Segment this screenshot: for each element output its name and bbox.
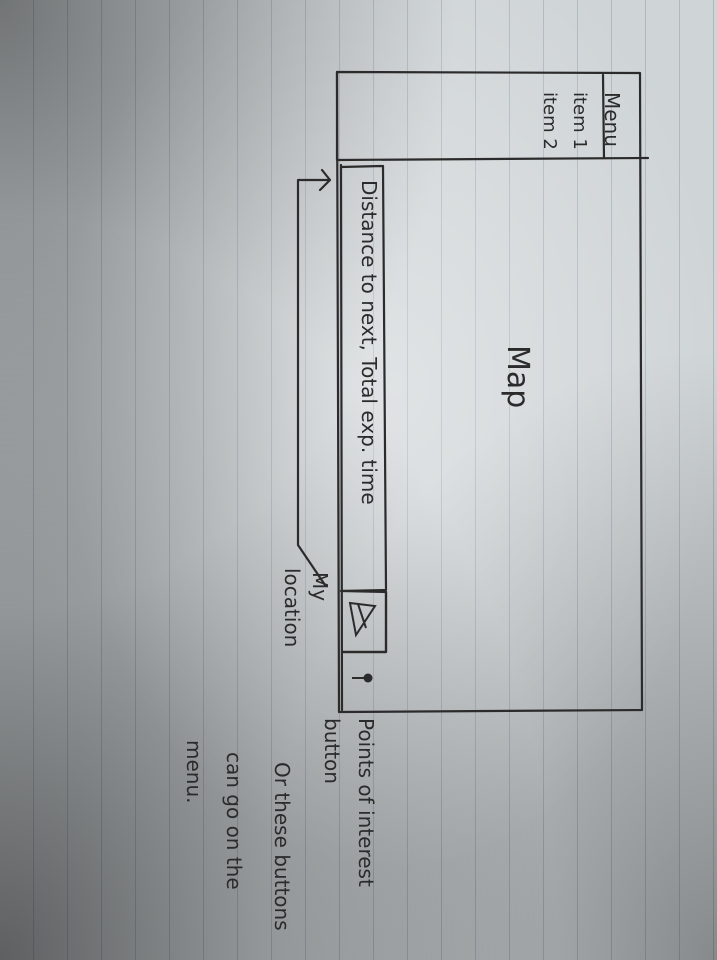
info-bar-text: Distance to next, Total exp. time [357,180,381,505]
menu-item-2[interactable]: item 2 [539,92,560,150]
annotation-poi-line2: button [320,718,344,784]
annotation-location: location [280,568,304,648]
callout-arrow [298,170,330,585]
map-label: Map [500,345,535,409]
points-of-interest-button[interactable] [343,653,386,710]
my-location-button[interactable] [343,592,386,652]
menu-title: Menu [600,92,624,147]
annotation-note-line2: can go on the [222,752,246,890]
annotation-my: My [308,572,332,602]
annotation-note-line3: menu. [182,740,206,804]
annotation-note-line1: Or these buttons [270,762,294,931]
menu-item-1[interactable]: item 1 [569,92,590,150]
annotation-poi-line1: Points of interest [354,718,378,887]
